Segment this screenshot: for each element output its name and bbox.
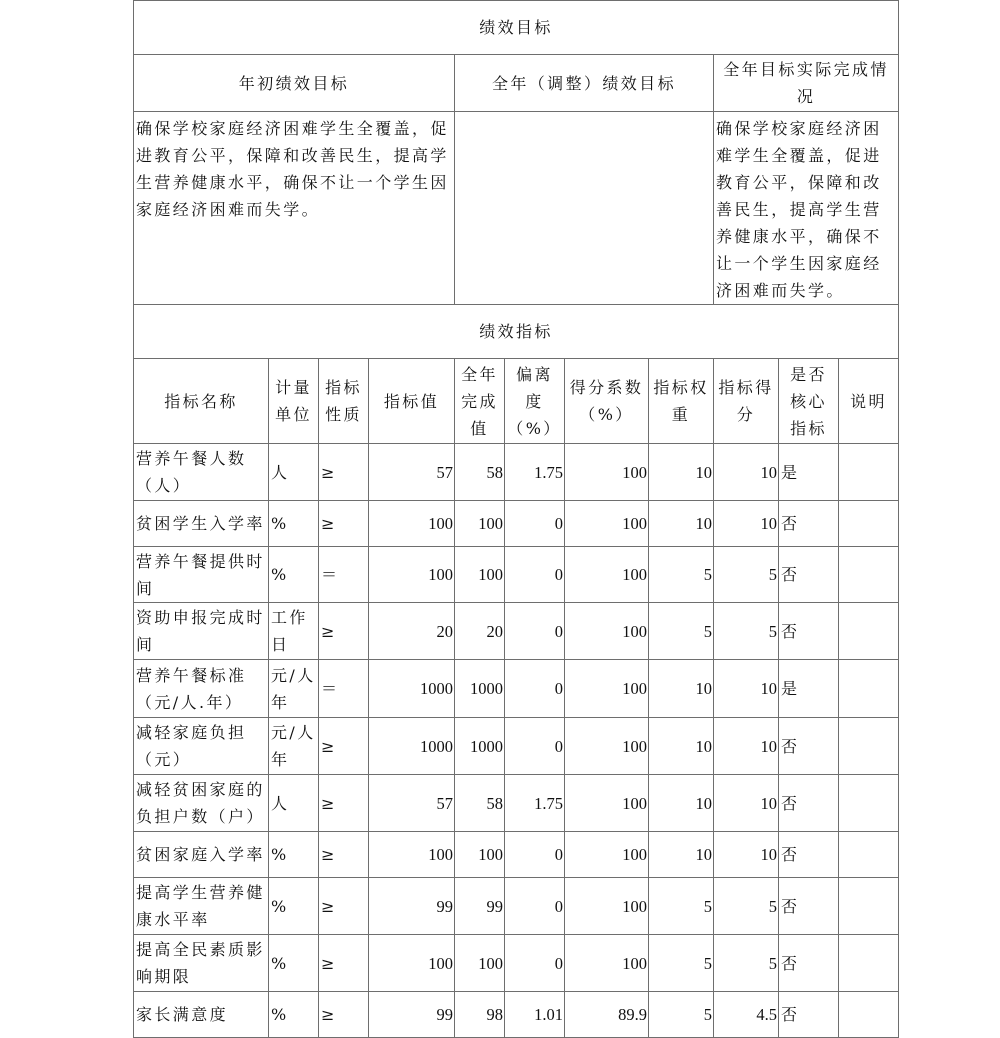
table-cell: 57	[369, 444, 455, 501]
table-cell: 是	[779, 660, 839, 718]
table-cell: 100	[455, 501, 505, 547]
actual-completion-text: 确保学校家庭经济困难学生全覆盖，促进教育公平，保障和改善民生，提高学生营养健康水平，确保不让一个学生因家庭经济困难而失学。	[714, 112, 899, 305]
table-cell: 1000	[369, 718, 455, 775]
table-cell: 100	[565, 718, 649, 775]
table-cell	[839, 547, 899, 603]
table-cell: 10	[649, 660, 714, 718]
table-cell: 98	[455, 992, 505, 1038]
table-cell: 58	[455, 775, 505, 832]
table-cell: 贫困学生入学率	[134, 501, 269, 547]
table-cell: 100	[565, 603, 649, 660]
adjusted-goal-text	[455, 112, 714, 305]
table-cell: %	[269, 878, 319, 935]
table-cell: 100	[565, 660, 649, 718]
table-cell: 工作日	[269, 603, 319, 660]
table-cell: 提高学生营养健康水平率	[134, 878, 269, 935]
table-cell: 否	[779, 501, 839, 547]
table-cell: 人	[269, 444, 319, 501]
table-cell: ＝	[319, 547, 369, 603]
table-cell: 5	[649, 935, 714, 992]
table-cell: 5	[714, 935, 779, 992]
initial-goal-text: 确保学校家庭经济困难学生全覆盖，促进教育公平，保障和改善民生，提高学生营养健康水平，确保不让一个学生因家庭经济困难而失学。	[134, 112, 455, 305]
table-cell: 5	[649, 603, 714, 660]
table-cell: 100	[369, 501, 455, 547]
table-cell: 100	[565, 878, 649, 935]
table-cell: 0	[505, 718, 565, 775]
table-cell: 否	[779, 718, 839, 775]
column-header: 说明	[839, 359, 899, 444]
table-cell: 1000	[455, 718, 505, 775]
table-cell	[839, 878, 899, 935]
table-cell: 元/人年	[269, 718, 319, 775]
column-header: 得分系数（%）	[565, 359, 649, 444]
table-cell: 提高全民素质影响期限	[134, 935, 269, 992]
column-header: 全年完成值	[455, 359, 505, 444]
table-cell: 10	[714, 775, 779, 832]
table-cell: 100	[565, 547, 649, 603]
column-header: 偏离度（%）	[505, 359, 565, 444]
table-cell: 10	[714, 832, 779, 878]
table-cell: 元/人年	[269, 660, 319, 718]
table-cell: 100	[369, 935, 455, 992]
table-cell: 0	[505, 660, 565, 718]
table-row	[134, 547, 899, 603]
table-cell: 否	[779, 878, 839, 935]
table-cell: ≥	[319, 718, 369, 775]
table-cell: 5	[649, 547, 714, 603]
table-cell: 否	[779, 603, 839, 660]
table-cell: 5	[714, 878, 779, 935]
table-cell	[839, 660, 899, 718]
table-cell: 10	[714, 660, 779, 718]
table-cell: 否	[779, 992, 839, 1038]
table-cell: 20	[455, 603, 505, 660]
table-cell: 1.75	[505, 444, 565, 501]
table-cell: 57	[369, 775, 455, 832]
table-cell: 家长满意度	[134, 992, 269, 1038]
table-cell: ≥	[319, 444, 369, 501]
table-row	[134, 501, 899, 547]
table-cell: ≥	[319, 992, 369, 1038]
table-cell: 5	[649, 878, 714, 935]
table-cell: 1000	[455, 660, 505, 718]
table-cell: 否	[779, 935, 839, 992]
table-cell: 营养午餐人数（人）	[134, 444, 269, 501]
table-cell: 58	[455, 444, 505, 501]
table-cell	[839, 501, 899, 547]
table-cell: 10	[649, 444, 714, 501]
table-row	[134, 603, 899, 660]
table-cell: ≥	[319, 775, 369, 832]
table-cell: 100	[455, 935, 505, 992]
table-cell: 1000	[369, 660, 455, 718]
table-cell: 否	[779, 832, 839, 878]
table-cell: 1.01	[505, 992, 565, 1038]
table-cell	[839, 992, 899, 1038]
table-cell: 100	[565, 935, 649, 992]
table-cell: 10	[649, 718, 714, 775]
table-cell: 否	[779, 547, 839, 603]
table-cell: 0	[505, 501, 565, 547]
table-cell: 0	[505, 547, 565, 603]
initial-goal-header: 年初绩效目标	[134, 55, 455, 112]
table-cell: 100	[565, 501, 649, 547]
section-title: 绩效目标	[134, 1, 899, 55]
table-row	[134, 992, 899, 1038]
table-cell: 贫困家庭入学率	[134, 832, 269, 878]
table-cell: 0	[505, 935, 565, 992]
table-cell: 资助申报完成时间	[134, 603, 269, 660]
table-cell: 营养午餐标准（元/人.年）	[134, 660, 269, 718]
table-cell: 5	[714, 603, 779, 660]
table-cell: 营养午餐提供时间	[134, 547, 269, 603]
table-cell: ≥	[319, 832, 369, 878]
table-cell: 100	[565, 444, 649, 501]
table-cell: 人	[269, 775, 319, 832]
column-header: 指标权重	[649, 359, 714, 444]
table-cell: 100	[369, 832, 455, 878]
table-cell: 100	[565, 832, 649, 878]
table-cell: 0	[505, 603, 565, 660]
table-cell: 10	[649, 832, 714, 878]
table-cell: 是	[779, 444, 839, 501]
table-cell: 0	[505, 878, 565, 935]
table-row	[134, 775, 899, 832]
table-cell: 10	[714, 501, 779, 547]
column-header: 指标性质	[319, 359, 369, 444]
table-cell: 10	[714, 718, 779, 775]
column-header: 是否核心指标	[779, 359, 839, 444]
table-row	[134, 935, 899, 992]
table-cell: 99	[455, 878, 505, 935]
table-cell	[839, 832, 899, 878]
table-cell: 100	[455, 832, 505, 878]
table-cell: 99	[369, 992, 455, 1038]
table-cell	[839, 603, 899, 660]
table-cell: 减轻家庭负担（元）	[134, 718, 269, 775]
table-cell	[839, 444, 899, 501]
table-cell: 89.9	[565, 992, 649, 1038]
table-row	[134, 878, 899, 935]
table-cell	[839, 935, 899, 992]
table-cell: 100	[455, 547, 505, 603]
column-header: 指标得分	[714, 359, 779, 444]
table-cell: ＝	[319, 660, 369, 718]
indicators-title: 绩效指标	[134, 305, 899, 359]
table-cell: 99	[369, 878, 455, 935]
table-cell: %	[269, 547, 319, 603]
table-cell: %	[269, 992, 319, 1038]
table-row	[134, 718, 899, 775]
table-cell: 0	[505, 832, 565, 878]
actual-completion-header: 全年目标实际完成情况	[714, 55, 899, 112]
adjusted-goal-header: 全年（调整）绩效目标	[455, 55, 714, 112]
table-cell	[839, 775, 899, 832]
table-cell: ≥	[319, 501, 369, 547]
table-cell: 减轻贫困家庭的负担户数（户）	[134, 775, 269, 832]
table-cell: 5	[714, 547, 779, 603]
table-cell: %	[269, 832, 319, 878]
column-header: 指标值	[369, 359, 455, 444]
column-header: 计量单位	[269, 359, 319, 444]
table-cell: 10	[649, 775, 714, 832]
table-cell	[839, 718, 899, 775]
table-cell: 1.75	[505, 775, 565, 832]
table-cell: %	[269, 501, 319, 547]
table-cell: 20	[369, 603, 455, 660]
table-cell: 10	[649, 501, 714, 547]
table-row	[134, 444, 899, 501]
table-cell: 100	[369, 547, 455, 603]
table-cell: ≥	[319, 935, 369, 992]
table-cell: 4.5	[714, 992, 779, 1038]
table-cell: ≥	[319, 603, 369, 660]
table-row	[134, 660, 899, 718]
table-cell: 10	[714, 444, 779, 501]
table-cell: ≥	[319, 878, 369, 935]
table-cell: 5	[649, 992, 714, 1038]
table-cell: 否	[779, 775, 839, 832]
table-row	[134, 832, 899, 878]
table-cell: 100	[565, 775, 649, 832]
column-header: 指标名称	[134, 359, 269, 444]
performance-table	[133, 0, 899, 1038]
table-cell: %	[269, 935, 319, 992]
